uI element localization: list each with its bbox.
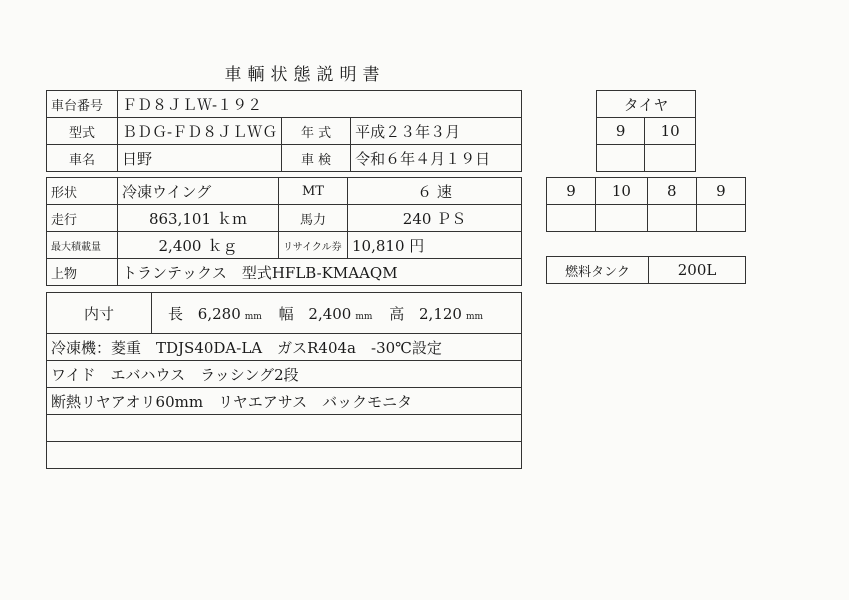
shape-label: 形状 — [47, 178, 118, 205]
page-title: 車輌状態説明書 — [224, 65, 386, 85]
note-line — [47, 415, 522, 442]
front-tire-right: 10 — [645, 118, 696, 145]
body-label: 上物 — [47, 259, 118, 286]
mileage-label: 走行 — [47, 205, 118, 232]
model-label: 型式 — [47, 118, 118, 145]
width-label: 幅 — [278, 304, 294, 323]
mileage-unit: ｋｍ — [217, 209, 248, 228]
maker-value: 日野 — [118, 145, 282, 172]
chassis-label: 車台番号 — [47, 91, 118, 118]
note-line: 断熱リヤアオリ60mm リヤエアサス バックモニタ — [47, 388, 522, 415]
shape-value: 冷凍ウイング — [118, 178, 279, 205]
power-label: 馬力 — [279, 205, 348, 232]
length-value: 6,280 — [197, 304, 241, 323]
rear-tire-blank — [547, 205, 596, 232]
body-value: トランテックス 型式HFLB-KMAAQM — [118, 259, 522, 286]
basic-info-table — [46, 90, 522, 172]
maker-label: 車名 — [47, 145, 118, 172]
width-value: 2,400 — [308, 304, 352, 323]
note-line: ワイド エバハウス ラッシング2段 — [47, 361, 522, 388]
dimensions-values — [152, 293, 522, 334]
load-value: 2,400 — [158, 236, 202, 255]
dimensions-label: 内寸 — [47, 293, 152, 334]
rear-tire-blank — [696, 205, 745, 232]
front-tires-table — [596, 90, 696, 172]
mt-label: MT — [279, 178, 348, 205]
width-unit: mm — [355, 311, 373, 322]
note-line — [47, 442, 522, 469]
front-tire-blank — [645, 145, 696, 172]
fuel-value: 200L — [649, 257, 746, 284]
load-cell — [118, 232, 279, 259]
mt-value: ６ 速 — [348, 178, 522, 205]
chassis-value: ＦＤ８ＪＬＷ-１９２ — [118, 91, 522, 118]
rear-tires-table — [546, 177, 746, 232]
fuel-table — [546, 256, 746, 284]
front-tire-left: 9 — [597, 118, 645, 145]
front-tire-blank — [597, 145, 645, 172]
rear-tire-3: 8 — [647, 178, 696, 205]
recycle-label: リサイクル券 — [279, 232, 348, 259]
length-unit: mm — [244, 311, 262, 322]
recycle-value: 10,810 円 — [348, 232, 522, 259]
length-label: 長 — [168, 304, 184, 323]
load-unit: ｋｇ — [207, 236, 238, 255]
rear-tire-1: 9 — [547, 178, 596, 205]
year-value: 平成２３年３月 — [351, 118, 522, 145]
height-unit: mm — [465, 311, 484, 322]
power-value: 240 ＰＳ — [348, 205, 522, 232]
model-value: ＢＤＧ-ＦＤ８ＪＬＷＧ — [118, 118, 282, 145]
height-value: 2,120 — [419, 304, 462, 323]
inspection-value: 令和６年４月１９日 — [351, 145, 522, 172]
rear-tire-4: 9 — [696, 178, 745, 205]
year-label: 年 式 — [282, 118, 351, 145]
dimensions-table — [46, 292, 522, 469]
tires-label: タイヤ — [597, 91, 696, 118]
rear-tire-blank — [596, 205, 647, 232]
inspection-label: 車 検 — [282, 145, 351, 172]
note-line: 冷凍機：菱重 TDJS40DA-LA ガスR404a -30℃設定 — [47, 334, 522, 361]
mileage-value: 863,101 — [148, 209, 211, 228]
specs-table — [46, 177, 522, 286]
rear-tire-2: 10 — [596, 178, 647, 205]
height-label: 高 — [389, 304, 405, 323]
rear-tire-blank — [647, 205, 696, 232]
load-label: 最大積載量 — [47, 232, 118, 259]
mileage-cell — [118, 205, 279, 232]
fuel-label: 燃料タンク — [547, 257, 649, 284]
